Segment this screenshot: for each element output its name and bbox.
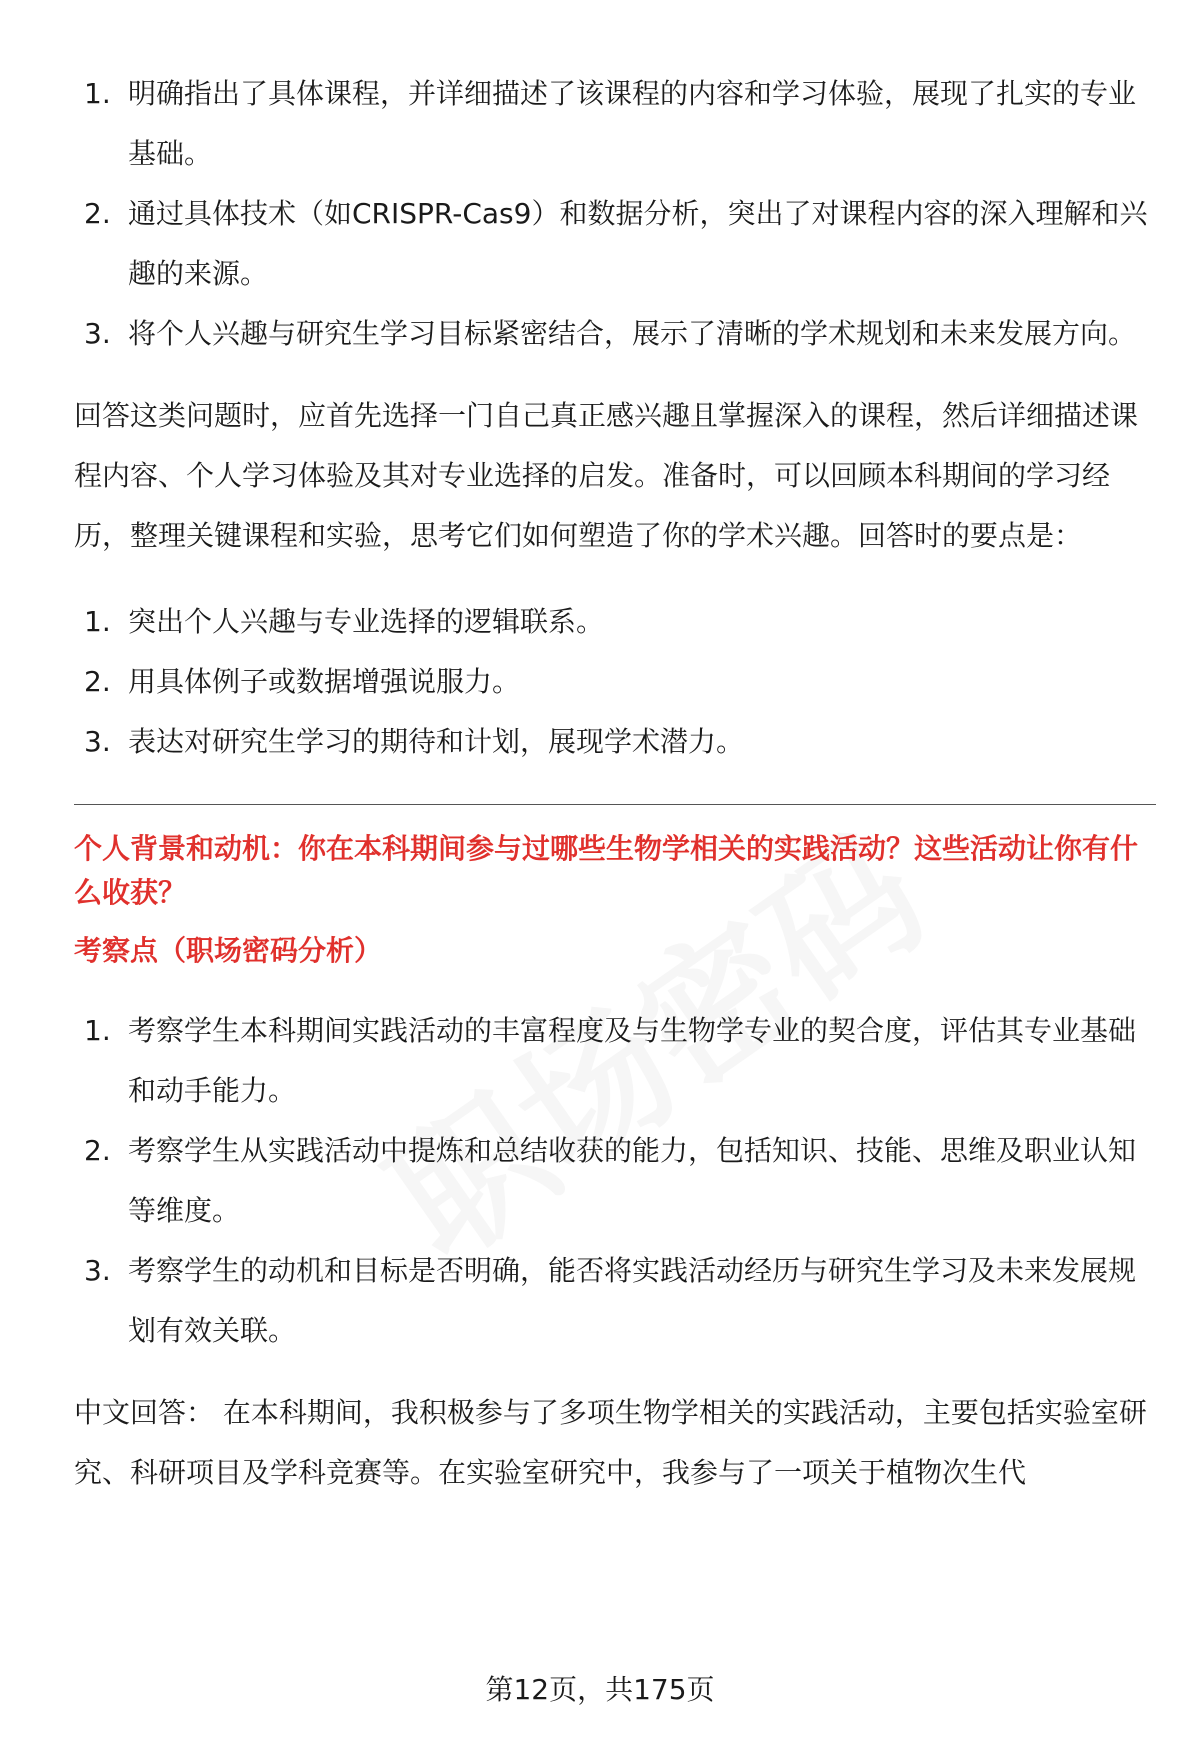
list-item xyxy=(74,592,1156,652)
list-item xyxy=(74,712,1156,772)
list-item xyxy=(74,184,1156,304)
list-number: 2. xyxy=(84,665,111,698)
analysis-list xyxy=(74,64,1156,364)
list-number: 3. xyxy=(84,725,111,758)
chinese-answer-paragraph: 中文回答： 在本科期间，我积极参与了多项生物学相关的实践活动，主要包括实验室研究、科研项目及学科竞赛等。在实验室研究中，我参与了一项关于植物次生代 xyxy=(74,1396,1147,1489)
section-divider xyxy=(74,804,1156,805)
list-number: 2. xyxy=(84,1134,111,1167)
list-item xyxy=(74,1241,1156,1361)
list-text: 考察学生本科期间实践活动的丰富程度及与生物学专业的契合度，评估其专业基础和动手能力。 xyxy=(128,1014,1137,1107)
assessment-points-list xyxy=(74,1001,1156,1361)
list-text: 考察学生从实践活动中提炼和总结收获的能力，包括知识、技能、思维及职业认知等维度。 xyxy=(128,1134,1137,1227)
page-number: 第12页，共175页 xyxy=(485,1673,715,1706)
list-text: 将个人兴趣与研究生学习目标紧密结合，展示了清晰的学术规划和未来发展方向。 xyxy=(128,317,1137,350)
list-item xyxy=(74,304,1156,364)
answer-guidance-paragraph: 回答这类问题时，应首先选择一门自己真正感兴趣且掌握深入的课程，然后详细描述课程内容、个人学习体验及其对专业选择的启发。准备时，可以回顾本科期间的学习经历，整理关键课程和实验，思考它们如何塑造了你的学术兴趣。回答时的要点是： xyxy=(74,399,1139,552)
document-page xyxy=(74,64,1156,1503)
list-text: 突出个人兴趣与专业选择的逻辑联系。 xyxy=(128,605,605,638)
key-points-list xyxy=(74,592,1156,772)
list-number: 1. xyxy=(84,605,111,638)
list-item xyxy=(74,652,1156,712)
assessment-subheading: 考察点（职场密码分析） xyxy=(74,934,383,967)
list-text: 考察学生的动机和目标是否明确，能否将实践活动经历与研究生学习及未来发展规划有效关联。 xyxy=(128,1254,1137,1347)
list-text: 表达对研究生学习的期待和计划，展现学术潜力。 xyxy=(128,725,745,758)
list-item xyxy=(74,1001,1156,1121)
list-item xyxy=(74,64,1156,184)
list-text: 通过具体技术（如CRISPR-Cas9）和数据分析，突出了对课程内容的深入理解和兴趣的来源。 xyxy=(128,197,1148,290)
question-heading: 个人背景和动机：你在本科期间参与过哪些生物学相关的实践活动？这些活动让你有什么收获？ xyxy=(74,832,1139,909)
list-number: 1. xyxy=(84,77,111,110)
list-text: 明确指出了具体课程，并详细描述了该课程的内容和学习体验，展现了扎实的专业基础。 xyxy=(128,77,1137,170)
list-number: 3. xyxy=(84,1254,111,1287)
list-number: 1. xyxy=(84,1014,111,1047)
list-text: 用具体例子或数据增强说服力。 xyxy=(128,665,521,698)
list-item xyxy=(74,1121,1156,1241)
list-number: 3. xyxy=(84,317,111,350)
list-number: 2. xyxy=(84,197,111,230)
